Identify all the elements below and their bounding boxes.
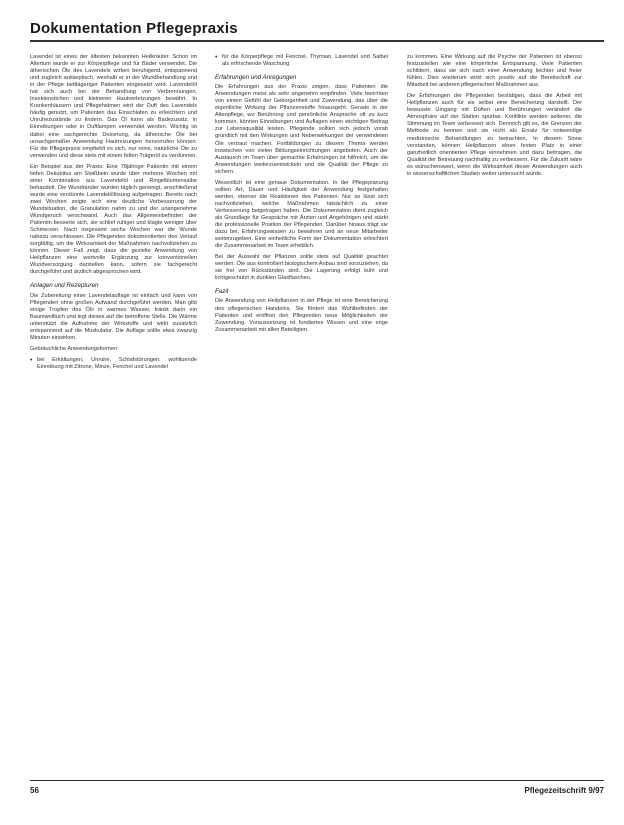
bullet-list: [215, 54, 388, 68]
text-column-3: [407, 54, 582, 182]
text-column-2: [215, 54, 388, 338]
footer-rule: [30, 780, 604, 781]
section-heading: Anlagen und Rezepturen: [30, 282, 99, 290]
running-title: Dokumentation Pflegepraxis: [30, 20, 238, 37]
paragraph: Die Erfahrungen aus der Praxis zeigen, dass Patienten die Anwendungen meist als sehr angenehm empfinden. Viele berichten von einem Gefühl der Geborgenheit und Zuwendung, das über die eigentliche Wirkung der Pflanzenstoffe hinausgeht. Gerade in der Altenpflege, wo Berührung und persönliche Ansprache oft zu kurz kommen, können Einreibungen und Auflagen einen wichtigen Beitrag zur Lebensqualität leisten. Pflegende sollten sich jedoch vorab gründlich mit den Wirkungen und Nebenwirkungen der verwendeten Öle vertraut machen. Fortbildungen zu diesem Thema werden inzwischen von vielen Bildungseinrichtungen angeboten. Auch der Austausch im Team über gemachte Erfahrungen ist hilfreich, um die Anwendungen weiterzuentwickeln und die Qualität der Pflege zu sichern.: [215, 84, 388, 175]
paragraph: Wesentlich ist eine genaue Dokumentation. In der Pflegeplanung sollten Art, Dauer und Häufigkeit der Anwendung festgehalten werden, ebenso die Reaktionen des Patienten. Nur so lässt sich nachvollziehen, welche Maßnahmen tatsächlich zu einer Verbesserung beigetragen haben. Die Dokumentation dient zugleich als Grundlage für Gespräche mit Ärzten und Angehörigen und stärkt die professionelle Position der Pflegenden. Darüber hinaus trägt sie dazu bei, Erfahrungswissen zu bewahren und an neue Mitarbeiter weiterzugeben. Eine einheitliche Form der Dokumentation erleichtert die Zusammenarbeit im Team erheblich.: [215, 179, 388, 250]
list-intro: Gebräuchliche Anwendungsformen:: [30, 345, 119, 352]
paragraph: Lavendel ist eines der ältesten bekannten Heilkräuter. Schon im Altertum wurde er zur Körperpflege und für Bäder verwendet. Die ätherischen Öle des Lavendels wirken beruhigend, entspannend und zugleich antiseptisch, weshalb er in der Wundbehandlung und in der Pflege bettlägeriger Patienten eingesetzt wird. Lavendelöl hat sich auch bei der Behandlung von Verbrennungen, Insektenstichen und kleineren Hautverletzungen bewährt. In Krankenhäusern und Pflegeheimen wird der Duft des Lavendels häufig genutzt, um Patienten das Einschlafen zu erleichtern und Unruhezustände zu lindern. Das Öl kann als Badezusatz, in Einreibungen oder in Duftlampen verwendet werden. Wichtig ist dabei eine sachgerechte Dosierung, da ätherische Öle bei unsachgemäßer Anwendung Hautreizungen hervorrufen können. Für die Pflegepraxis empfiehlt es sich, nur reine, natürliche Öle zu verwenden und diese stets mit einem fetten Trägeröl zu verdünnen.: [30, 54, 197, 159]
paragraph: Die Anwendung von Heilpflanzen in der Pflege ist eine Bereicherung des pflegerischen Handelns. Sie fördert das Wohlbefinden der Patienten und eröffnet den Pflegenden neue Möglichkeiten der Zuwendung. Voraussetzung ist fundiertes Wissen und eine enge Zusammenarbeit mit allen Beteiligten.: [215, 298, 388, 333]
header-rule: [30, 40, 604, 42]
paragraph: Ein Beispiel aus der Praxis: Eine 78jährige Patientin mit einem tiefen Dekubitus am Steißbein wurde über mehrere Wochen mit einer Kombination aus Lavendelöl und Ringelblumensalbe behandelt. Die Wundränder wurden täglich gereinigt, anschließend wurde eine verdünnte Lavendelöllösung aufgetragen. Bereits nach zwei Wochen zeigte sich eine deutliche Verbesserung der Wundsituation, die Granulation nahm zu und der unangenehme Wundgeruch verschwand. Auch das Allgemeinbefinden der Patientin besserte sich, sie schlief ruhiger und klagte weniger über Schmerzen. Nach insgesamt sechs Wochen war die Wunde nahezu verschlossen. Die Pflegenden dokumentierten den Verlauf sorgfältig, um die Wirksamkeit der Maßnahmen nachvollziehen zu können. Dieser Fall zeigt, dass die gezielte Anwendung von Heilpflanzen eine wertvolle Ergänzung zur konventionellen Wundversorgung darstellen kann, sofern sie fachgerecht durchgeführt und ärztlich abgesprochen wird.: [30, 163, 197, 276]
section-heading: Erfahrungen und Anregungen: [215, 74, 297, 82]
paragraph: Bei der Auswahl der Pflanzen sollte stets auf Qualität geachtet werden. Öle aus kontrolliert biologischem Anbau sind vorzuziehen, da sie frei von Rückständen sind. Die Lagerung erfolgt kühl und lichtgeschützt in dunklen Glasflaschen.: [215, 254, 388, 282]
bullet-item: • bei Erkältungen, Unruhe, Schlafstörungen: wohltuende Einreibung mit Zitrone, Minze, Fenchel und Lavendel: [30, 357, 197, 371]
paragraph: Die Erfahrungen der Pflegenden bestätigen, dass die Arbeit mit Heilpflanzen auch für sie selbst eine Bereicherung darstellt. Der bewusste Umgang mit Düften und Berührungen verändert die Atmosphäre auf der Station spürbar. Konflikte werden seltener, die Stimmung im Team verbessert sich. Dennoch gilt es, die Grenzen der Methode zu kennen und sie nicht als Ersatz für notwendige medizinische Behandlungen zu betrachten. In diesem Sinne verstanden, können Heilpflanzen einen festen Platz in einer ganzheitlich orientierten Pflege einnehmen und dazu beitragen, die Qualität der Betreuung nachhaltig zu verbessern. Für die Zukunft wäre es wünschenswert, wenn die Wirksamkeit dieser Anwendungen auch in wissenschaftlichen Studien weiter untersucht würde.: [407, 93, 582, 177]
page-number: 56: [30, 786, 39, 795]
section-heading: Fazit: [215, 288, 229, 296]
paragraph: zu kommen. Eine Wirkung auf die Psyche der Patienten ist ebenso festzustellen wie eine körperliche Entspannung. Viele Patienten schildern, dass sie sich nach einer Anwendung leichter und freier fühlen. Dies wiederum wirkt sich positiv auf die Bereitschaft zur Mitarbeit bei anderen pflegerischen Maßnahmen aus.: [407, 54, 582, 89]
bullet-item: • für die Körperpflege mit Fenchel, Thymian, Lavendel und Salbei als erfrischende Waschung: [215, 54, 388, 68]
page-header: [30, 20, 604, 46]
bullet-list: [30, 357, 197, 371]
page-footer: [30, 780, 604, 798]
journal-issue: Pflegezeitschrift 9/97: [524, 786, 604, 795]
text-column-1: [30, 54, 197, 375]
paragraph: Die Zubereitung einer Lavendelauflage ist einfach und kann von Pflegenden ohne großen Aufwand durchgeführt werden. Man gibt einige Tropfen des Öls in warmes Wasser, tränkt darin ein Baumwolltuch und legt dieses auf die betroffene Stelle. Die Wärme unterstützt die Aufnahme der Wirkstoffe und wirkt zusätzlich entspannend auf die Muskulatur. Die Auflage sollte etwa zwanzig Minuten einwirken.: [30, 292, 197, 341]
